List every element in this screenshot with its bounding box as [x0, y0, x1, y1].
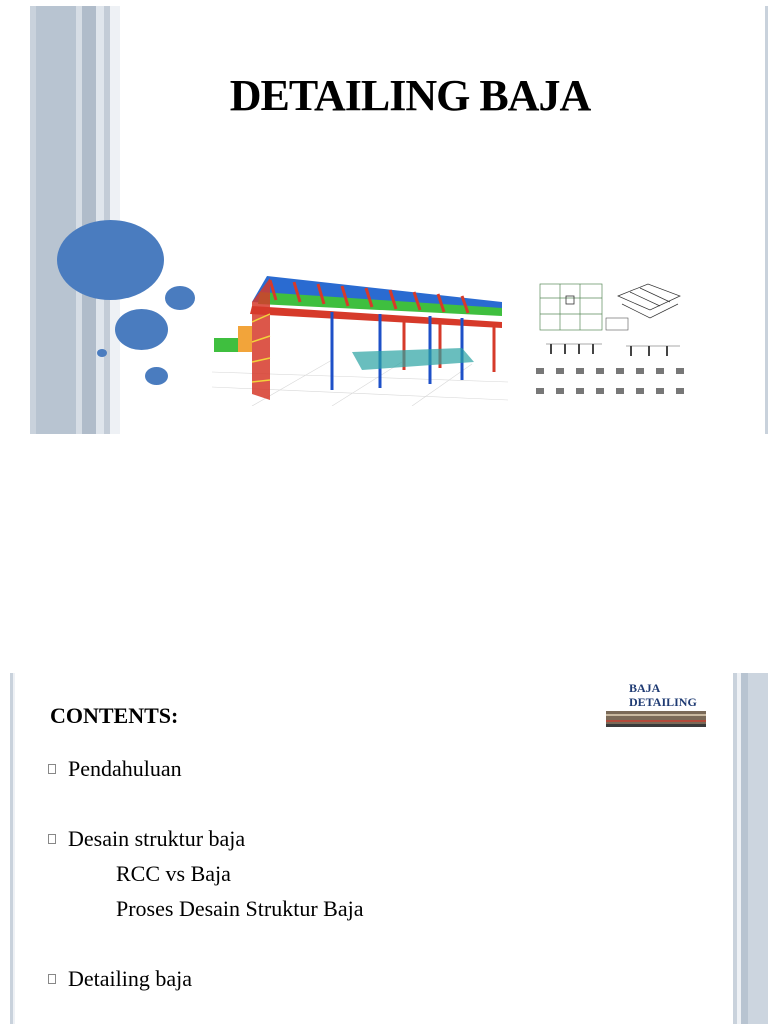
- list-item: [48, 756, 182, 782]
- decor-stripe: [36, 6, 76, 434]
- list-item: [48, 966, 192, 992]
- bullet-icon: [48, 764, 56, 774]
- steel-frame-3d-image: [212, 272, 508, 406]
- logo-image: [606, 711, 706, 727]
- decor-bubble: [145, 367, 168, 385]
- list-item-label: Detailing baja: [68, 966, 193, 991]
- decor-stripe: [82, 6, 96, 434]
- sub-list-item: RCC vs Baja: [116, 861, 231, 886]
- list-item-label: Pendahuluan: [68, 756, 182, 781]
- list-item-label: Desain struktur baja: [68, 826, 246, 851]
- logo-text: [629, 681, 697, 709]
- structural-drawings-image: [530, 278, 696, 406]
- contents-slide: [0, 673, 768, 1024]
- sub-list-item: Proses Desain Struktur Baja: [116, 896, 364, 921]
- list-item: [48, 826, 245, 852]
- decor-stripe: [741, 673, 748, 1024]
- bullet-icon: [48, 834, 56, 844]
- bullet-icon: [48, 974, 56, 984]
- slide-title: DETAILING BAJA: [229, 71, 591, 120]
- logo-line-2: DETAILING: [629, 695, 697, 709]
- decor-bubble: [165, 286, 195, 310]
- slide-gap: [0, 436, 768, 673]
- title-slide: [0, 0, 768, 436]
- decor-stripe: [748, 673, 768, 1024]
- logo-line-1: BAJA: [629, 681, 661, 695]
- contents-heading: CONTENTS:: [50, 703, 179, 728]
- decor-bubble-large: [57, 220, 164, 300]
- decor-bubble: [115, 309, 168, 350]
- decor-stripe: [13, 673, 15, 1024]
- decor-bubble-small: [97, 349, 107, 357]
